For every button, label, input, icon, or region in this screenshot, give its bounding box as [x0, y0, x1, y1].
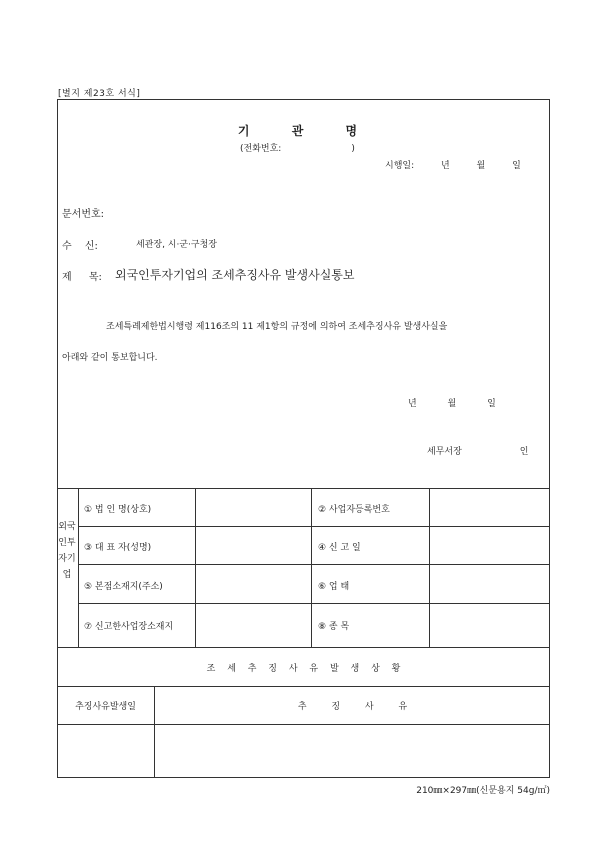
table-row-rule [78, 603, 550, 604]
reported-site-address-label: ⑦ 신고한사업장소재지 [84, 622, 174, 632]
corp-name-label: ① 법 인 명(상호) [84, 505, 152, 515]
business-item-label: ⑧ 종 목 [318, 622, 350, 632]
table-col-rule [429, 488, 430, 647]
collection-reason-header: 추 징 사 유 [297, 702, 408, 712]
report-date-label: ④ 신 고 일 [318, 543, 361, 553]
table-section-rule [57, 647, 550, 648]
doc-number-label: 문서번호: [62, 209, 105, 220]
table-row-rule [78, 564, 550, 565]
tax-office-head-label: 세무서장 [427, 447, 462, 457]
phone-number-field [240, 141, 355, 154]
table-col-rule [78, 488, 79, 647]
recipient-value: 세관장, 시·군·구청장 [136, 240, 217, 250]
table-col-rule [311, 488, 312, 647]
subject-label: 제 목: [62, 272, 102, 283]
recipient-label: 수 신: [62, 241, 98, 252]
issue-date-line: 시행일: 년 월 일 [385, 161, 521, 171]
representative-label: ③ 대 표 자(성명) [84, 543, 152, 553]
table-section-rule [57, 686, 550, 687]
form-number-label: [별지 제23호 서식] [58, 89, 141, 99]
table-top-rule [57, 488, 550, 489]
signature-line [427, 444, 528, 457]
paper-size-note: 210㎜×297㎜(신문용지 54g/㎡) [416, 786, 550, 796]
seal-mark: 인 [519, 447, 529, 457]
phone-open-label: (전화번호: [240, 144, 282, 154]
business-reg-no-label: ② 사업자등록번호 [318, 505, 390, 515]
form-frame [57, 99, 550, 778]
business-type-label: ⑥ 업 태 [318, 582, 350, 592]
signature-date-line: 년 월 일 [408, 399, 496, 409]
head-office-address-label: ⑤ 본점소재지(주소) [84, 582, 163, 592]
foreign-company-vertical-label: 외국인투자기업 [58, 522, 76, 580]
collection-date-header: 추징사유발생일 [75, 702, 136, 712]
phone-close-label: ) [351, 144, 355, 154]
subject-value: 외국인투자기업의 조세추징사유 발생사실통보 [115, 268, 355, 282]
agency-name-title: 기 관 명 [237, 124, 358, 138]
table-section-rule [57, 724, 550, 725]
table-row-rule [78, 526, 550, 527]
body-text-line-1: 조세특례제한법시행령 제116조의 11 제1항의 규정에 의하여 조세추징사유 발생사실을 [106, 322, 448, 332]
table-col-rule [195, 488, 196, 647]
body-text-line-2: 아래와 같이 통보합니다. [62, 353, 158, 363]
tax-collection-status-heading: 조 세 추 징 사 유 발 생 상 황 [206, 664, 401, 674]
